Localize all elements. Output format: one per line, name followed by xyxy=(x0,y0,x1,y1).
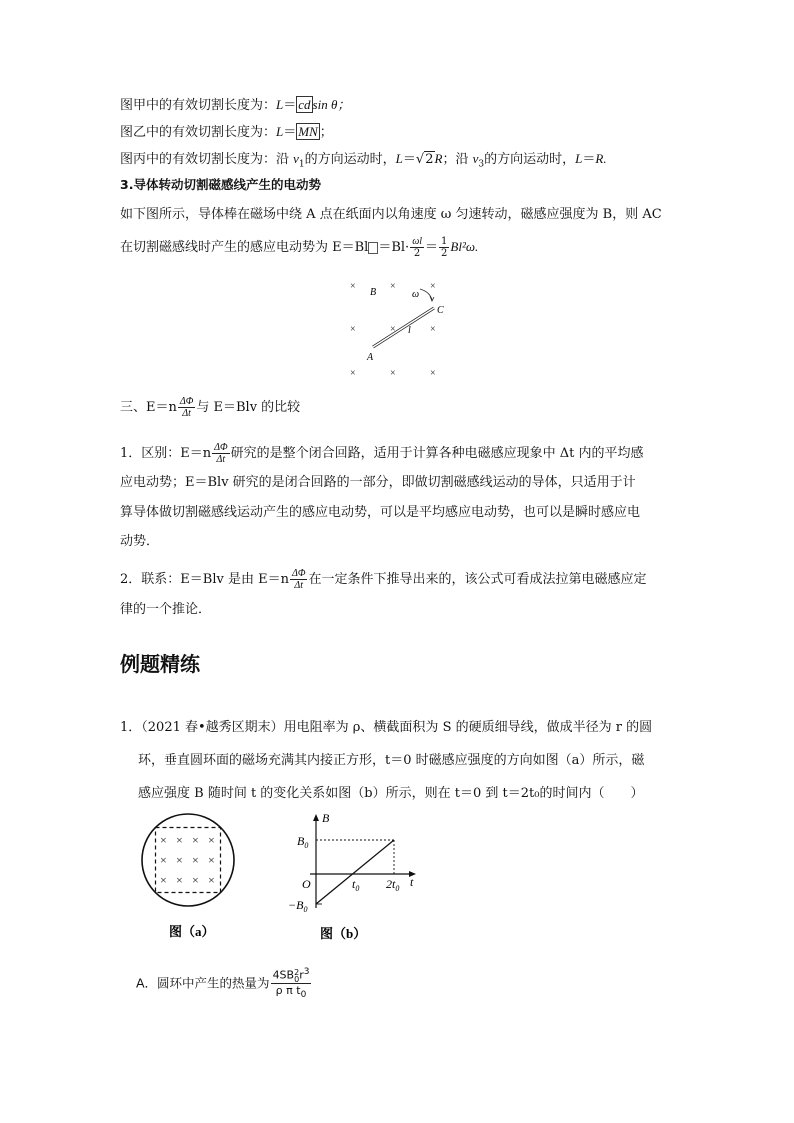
symbol-MN: MN xyxy=(298,124,318,139)
field-cross: × xyxy=(176,873,183,887)
label-omega: ω xyxy=(412,289,420,300)
symbol-cd: cd xyxy=(298,97,311,112)
sqrt-sign: √ xyxy=(415,152,425,167)
field-cross: × xyxy=(390,281,396,292)
label-A: A xyxy=(367,352,374,363)
text: 的方向运动时， xyxy=(304,152,396,167)
arrowhead-icon xyxy=(430,296,434,301)
question-line: 1．（2021 春•越秀区期末）用电阻率为 ρ、横截面积为 S 的硬质细导线，做成半径为 r 的圆 xyxy=(120,720,653,735)
subscript: 1 xyxy=(298,159,305,170)
field-cross: × xyxy=(160,873,167,887)
field-cross: × xyxy=(176,853,183,867)
caption-a: 图（a） xyxy=(169,924,215,939)
question-1 xyxy=(120,711,680,810)
effective-length-line-yi xyxy=(120,123,333,142)
fraction-one-half: $\frac{1}{2}$ xyxy=(441,236,448,259)
text: 2．联系：E＝Blv 是由 E＝n xyxy=(120,572,289,587)
field-cross: × xyxy=(160,853,167,867)
field-cross: × xyxy=(208,853,215,867)
field-cross: × xyxy=(390,368,396,379)
text: 图丙中的有效切割长度为：沿 xyxy=(120,152,294,167)
field-cross: × xyxy=(192,833,199,847)
b-t-line xyxy=(316,840,394,904)
field-cross: × xyxy=(350,281,356,292)
rotating-rod-figure xyxy=(340,276,450,382)
label-B0: $B_0$ xyxy=(297,834,309,850)
paragraph-line: 算导体做切割磁感线运动产生的感应电动势，可以是平均感应电动势，也可以是瞬时感应电 xyxy=(120,505,641,520)
label-B: B xyxy=(370,287,377,298)
fraction-omega-l-over-2: $\frac{\omega l}{2}$ xyxy=(412,236,423,259)
field-cross: × xyxy=(350,368,356,379)
symbol-L: L xyxy=(395,151,403,166)
paragraph-line: 律的一个推论． xyxy=(120,602,212,617)
option-a xyxy=(136,966,312,1002)
label-l: l xyxy=(408,325,411,336)
label-2t0: $2t_0$ xyxy=(386,877,400,893)
text: ； xyxy=(319,125,333,140)
field-cross: × xyxy=(350,324,356,335)
subscript: 3 xyxy=(478,159,485,170)
equals: ＝ xyxy=(402,152,416,167)
effective-length-line-bing xyxy=(120,150,607,174)
paragraph-line: 动势． xyxy=(120,534,160,549)
axis-label-B: B xyxy=(322,811,330,825)
fraction-dphi-dt: $\frac{\Delta\Phi}{\Delta t}$ xyxy=(214,442,228,465)
question-line: 感应强度 B 随时间 t 的变化关系如图（b）所示，则在 t＝0 到 t＝2t₀的时间内（ ） xyxy=(138,786,644,801)
caption-b: 图（b） xyxy=(320,926,367,941)
fraction-dphi-dt: $\frac{\Delta\Phi}{\Delta t}$ xyxy=(291,568,306,591)
section-title xyxy=(120,396,300,419)
sin-theta: sin θ； xyxy=(312,97,351,112)
field-cross: × xyxy=(390,324,396,335)
field-cross: × xyxy=(430,281,436,292)
symbol-L: L xyxy=(276,97,284,112)
text: 在切割磁感线时产生的感应电动势为 E＝Bl xyxy=(120,240,369,255)
subsection-title: 3.导体转动切割磁感线产生的电动势 xyxy=(120,177,321,192)
text: Bl²ω. xyxy=(450,239,479,254)
field-cross: × xyxy=(176,833,183,847)
sqrt-radicand: 2 xyxy=(425,152,434,167)
symbol-L: L xyxy=(575,151,583,166)
symbol-L: L xyxy=(276,124,284,139)
label-O: O xyxy=(302,877,311,891)
emf-formula-line xyxy=(120,236,478,259)
field-cross: × xyxy=(208,833,215,847)
rod xyxy=(373,308,434,347)
text: 图乙中的有效切割长度为： xyxy=(120,125,277,140)
equals: ＝ xyxy=(582,152,596,167)
label-neg-B0: $-B_0$ xyxy=(288,898,308,914)
equals: ＝ xyxy=(283,98,297,113)
field-cross: × xyxy=(160,833,167,847)
comparison-item-1 xyxy=(120,442,644,465)
placeholder-box-icon xyxy=(368,242,378,254)
text: 研究的是整个闭合回路，适用于计算各种电磁感应现象中 Δt 内的平均感 xyxy=(230,446,644,461)
label-C: C xyxy=(437,305,444,316)
text: 在一定条件下推导出来的，该公式可看成法拉第电磁感应定 xyxy=(308,572,647,587)
fraction-dphi-dt: $\frac{\Delta\Phi}{\Delta t}$ xyxy=(179,396,194,419)
text: 三、E＝n xyxy=(120,400,177,415)
text: 与 E＝Blv 的比较 xyxy=(196,400,301,415)
symbol-v: v xyxy=(293,151,299,166)
paragraph-line: 应电动势；E＝Blv 研究的是闭合回路的一部分，即做切割磁感线运动的导体，只适用于计 xyxy=(120,475,636,490)
text: 1．区别：E＝n xyxy=(120,446,212,461)
field-cross: × xyxy=(430,324,436,335)
text: ；沿 xyxy=(442,152,473,167)
text: 的方向运动时， xyxy=(484,152,576,167)
symbol-R: R xyxy=(434,151,443,166)
field-cross: × xyxy=(208,873,215,887)
symbol-v: v xyxy=(472,151,479,166)
figure-b-graph xyxy=(286,810,426,946)
field-cross: × xyxy=(430,368,436,379)
effective-length-line-jia xyxy=(120,96,350,115)
symbol-R: R. xyxy=(595,151,607,166)
axis-label-t: t xyxy=(410,875,414,889)
text: ＝Bl· xyxy=(378,240,410,255)
heat-fraction: 4SB 2 0 $r^3$ ρ π $t_0$ xyxy=(272,967,310,1000)
y-arrow-icon xyxy=(313,814,319,821)
section-heading: 例题精练 xyxy=(120,652,200,676)
field-cross: × xyxy=(192,853,199,867)
question-line: 环，垂直圆环面的磁场充满其内接正方形，t＝0 时磁感应强度的方向如图（a）所示，磁 xyxy=(138,753,645,768)
label-t0: $t_0$ xyxy=(352,877,360,893)
figure-a xyxy=(136,812,240,942)
option-text: A．圆环中产生的热量为 xyxy=(136,975,270,991)
paragraph-line: 如下图所示，导体棒在磁场中绕 A 点在纸面内以角速度 ω 匀速转动，磁感应强度为 B，则 AC xyxy=(120,207,662,222)
equals: ＝ xyxy=(425,240,439,255)
comparison-item-2 xyxy=(120,568,646,591)
equals: ＝ xyxy=(283,125,297,140)
text: 图甲中的有效切割长度为： xyxy=(120,98,277,113)
field-cross: × xyxy=(192,873,199,887)
